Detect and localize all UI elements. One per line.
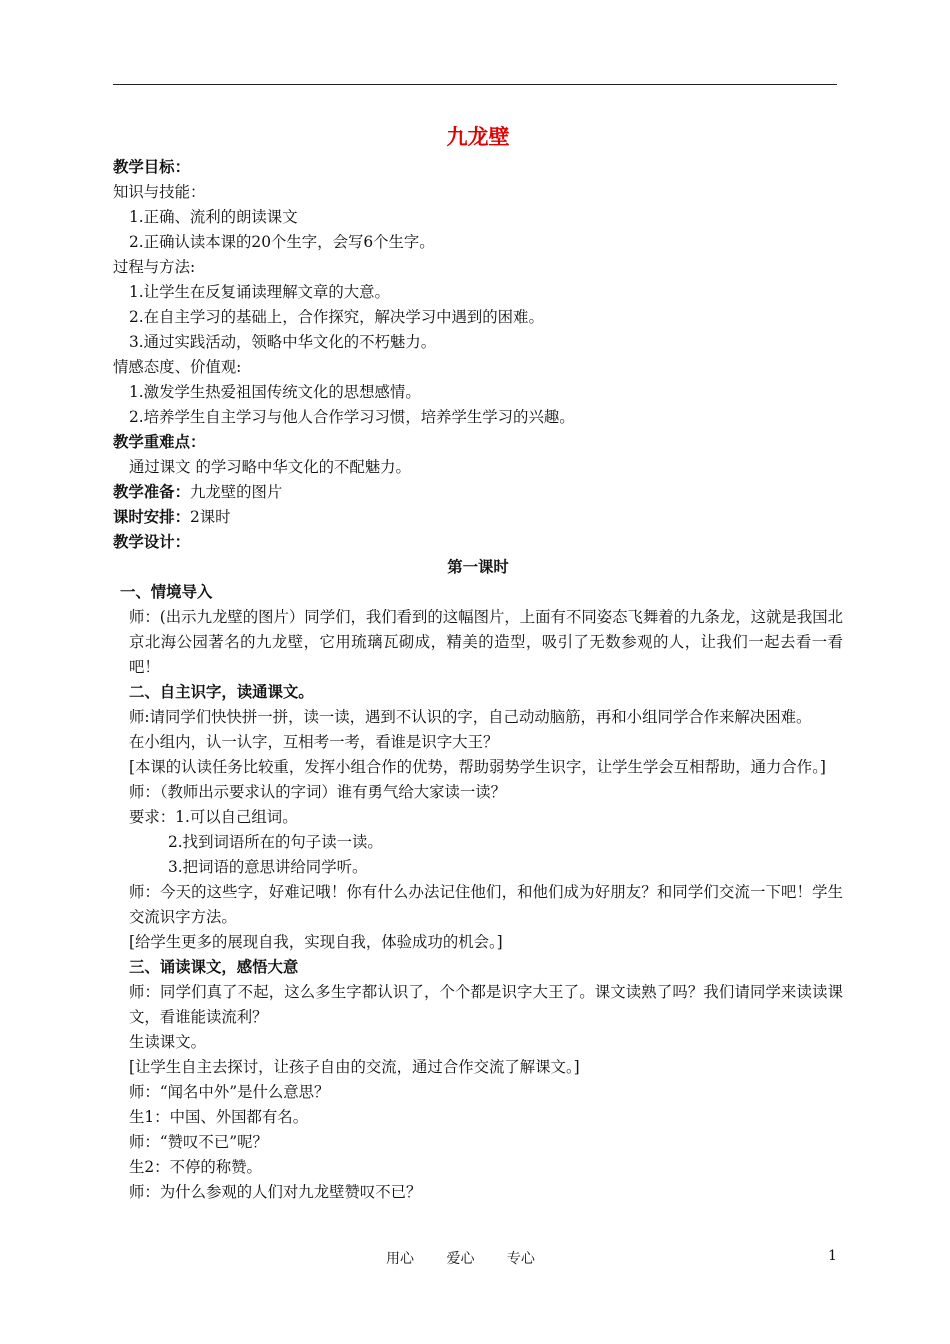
header-rule	[113, 84, 837, 85]
paragraph: 生1：中国、外国都有名。	[129, 1108, 309, 1126]
paragraph: 师：（教师出示要求认的字词）谁有勇气给大家读一读？	[129, 783, 507, 801]
label: 教学准备：	[113, 483, 190, 501]
section-heading: 教学设计：	[113, 533, 190, 551]
part-heading: 一、情境导入	[120, 583, 213, 601]
list-item: 2.在自主学习的基础上，合作探究，解决学习中遇到的困难。	[129, 308, 544, 326]
paragraph: 师：为什么参观的人们对九龙壁赞叹不已？	[129, 1183, 422, 1201]
list-item: 2.正确认读本课的20个生字，会写6个生字。	[129, 233, 435, 251]
value: 2课时	[189, 508, 231, 526]
paragraph: [本课的认读任务比较重，发挥小组合作的优势，帮助弱势学生识字，让学生学会互相帮助，通力合作。]	[129, 758, 826, 776]
list-item: 3.通过实践活动，领略中华文化的不朽魅力。	[129, 333, 437, 351]
page-number: 1	[828, 1248, 837, 1264]
list-item: 2.培养学生自主学习与他人合作学习习惯，培养学生学习的兴趣。	[129, 408, 575, 426]
paragraph: 师：同学们真了不起，这么多生字都认识了，个个都是识字大王了。课文读熟了吗？我们请同学来读读课文，看谁能读流利？	[129, 983, 843, 1026]
paragraph: 在小组内，认一认字，互相考一考，看谁是识字大王？	[129, 733, 499, 751]
paragraph: 生读课文。	[129, 1033, 206, 1051]
page-title: 九龙壁	[446, 124, 510, 149]
paragraph: 生2：不停的称赞。	[129, 1158, 262, 1176]
lesson-heading: 第一课时	[447, 558, 509, 576]
list-item: 3.把词语的意思讲给同学听。	[168, 858, 368, 876]
subheading: 情感态度、价值观:	[113, 358, 242, 376]
paragraph: [给学生更多的展现自我，实现自我，体验成功的机会。]	[129, 933, 503, 951]
paragraph: 师：(出示九龙壁的图片）同学们，我们看到的这幅图片，上面有不同姿态飞舞着的九条龙，这就是我国北京北海公园著名的九龙壁，它用琉璃瓦砌成，精美的造型，吸引了无数参观的人，让我们一起去看一看吧！	[129, 608, 843, 676]
subheading: 知识与技能：	[113, 183, 206, 201]
paragraph: [让学生自主去探讨，让孩子自由的交流，通过合作交流了解课文。]	[129, 1058, 580, 1076]
footer-word: 专心	[506, 1251, 535, 1267]
footer-word: 用心	[386, 1251, 414, 1267]
paragraph: 师:请同学们快快拼一拼，读一读，遇到不认识的字，自己动动脑筋，再和小组同学合作来解决困难。	[129, 708, 812, 726]
paragraph: 要求：1.可以自己组词。	[129, 808, 298, 826]
schedule-line	[113, 505, 843, 530]
list-item: 2.找到词语所在的句子读一读。	[168, 833, 383, 851]
part-heading: 三、诵读课文，感悟大意	[129, 958, 299, 976]
value: 九龙壁的图片	[189, 483, 283, 501]
subheading: 过程与方法:	[113, 258, 196, 276]
section-heading: 教学重难点：	[113, 433, 206, 451]
part-heading: 二、自主识字，读通课文。	[129, 683, 314, 701]
footer-word: 爱心	[446, 1251, 475, 1267]
label: 课时安排：	[113, 508, 190, 526]
list-item: 1.让学生在反复诵读理解文章的大意。	[129, 283, 390, 301]
paragraph: 师：“赞叹不已”呢？	[129, 1133, 268, 1151]
paragraph: 师：“闻名中外”是什么意思？	[129, 1083, 330, 1101]
footer-motto	[386, 1248, 563, 1268]
paragraph: 师：今天的这些字，好难记哦！你有什么办法记住他们，和他们成为好朋友？和同学们交流一下吧！学生交流识字方法。	[129, 883, 843, 926]
document-body	[113, 119, 843, 1205]
list-item: 1.正确、流利的朗读课文	[129, 208, 298, 226]
section-heading: 教学目标：	[113, 158, 190, 176]
list-item: 1.激发学生热爱祖国传统文化的思想感情。	[129, 383, 421, 401]
paragraph: 通过课文 的学习略中华文化的不配魅力。	[129, 458, 411, 476]
prep-line	[113, 480, 843, 505]
